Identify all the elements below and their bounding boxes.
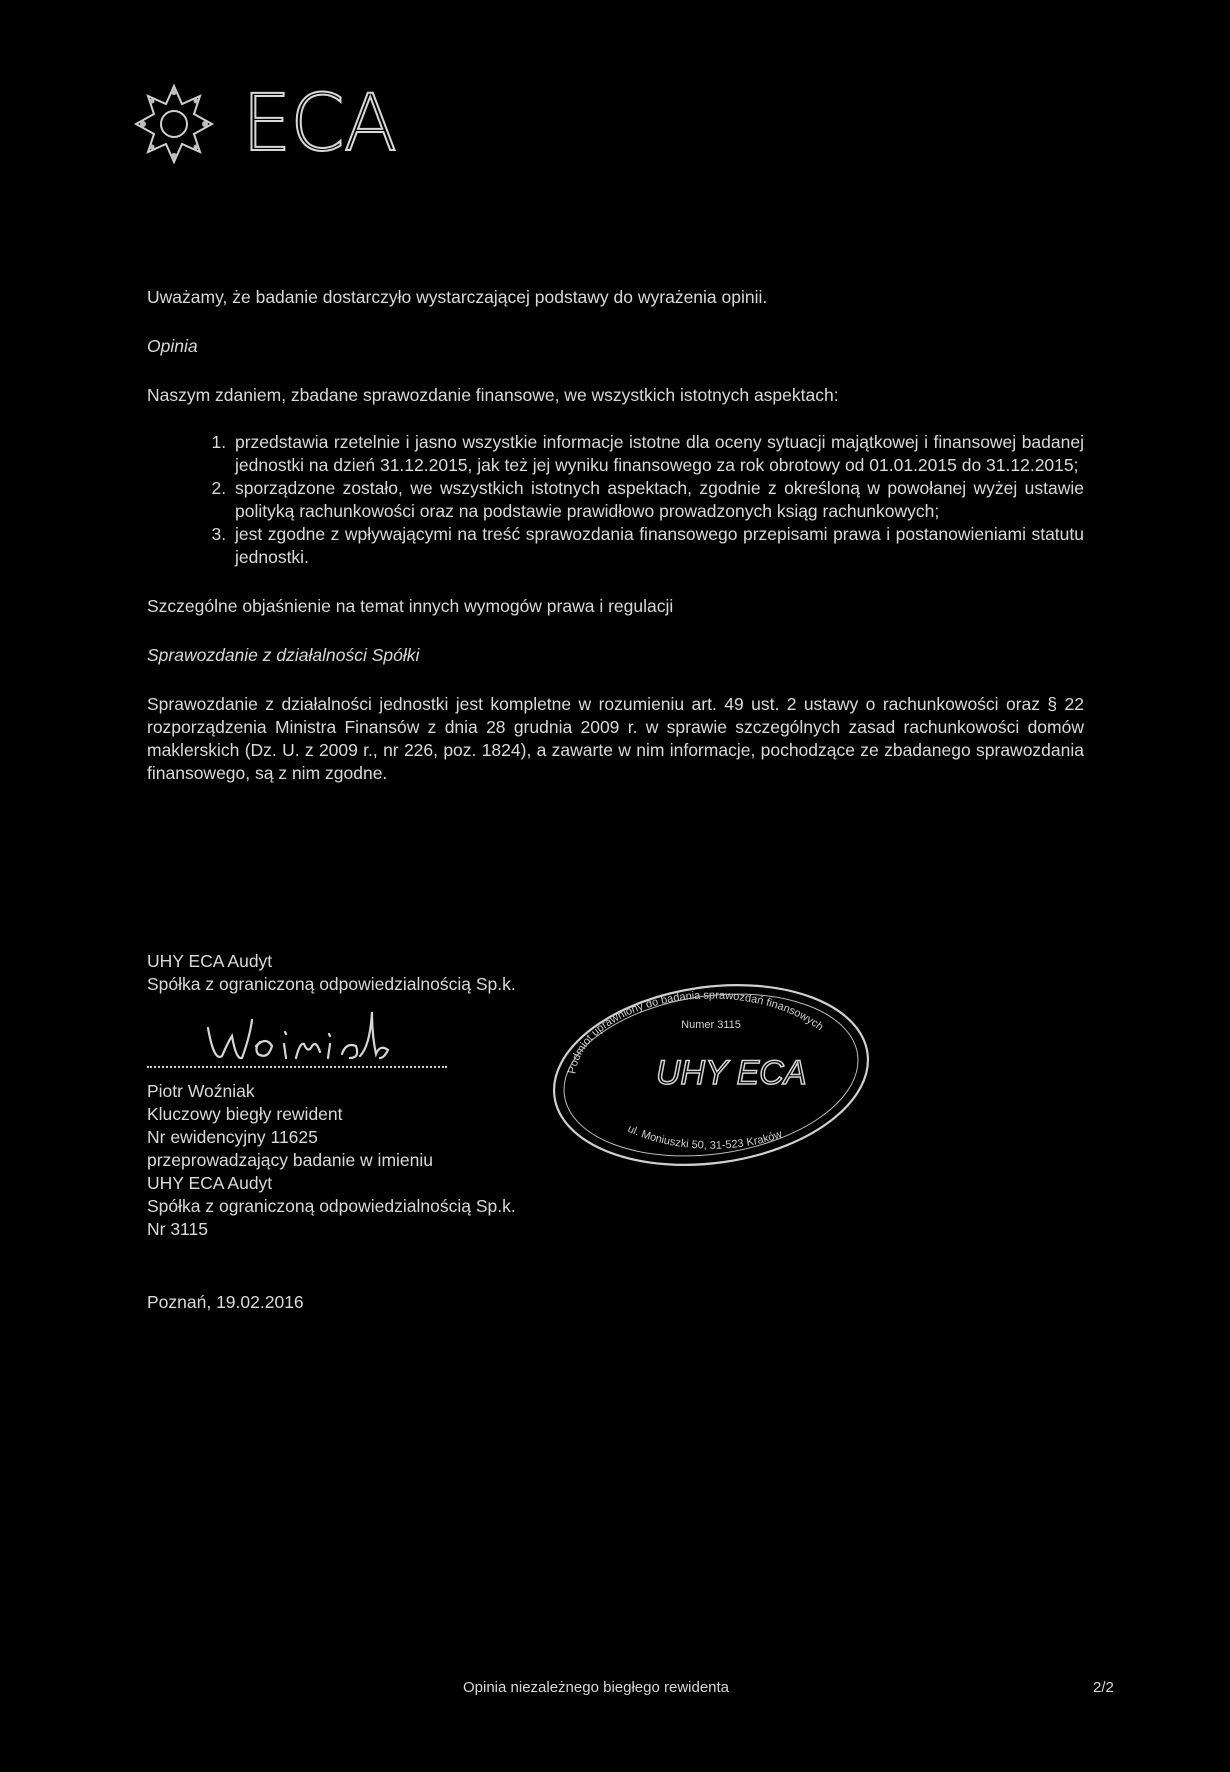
list-item: 2. sporządzone zostało, we wszystkich istotnych aspektach, zgodnie z określoną w powołanej wyżej ustawie polityką rachunkowości oraz na podstawie prawidłowo prowadzonych ksiąg rachunkowych; [231, 477, 1084, 523]
list-item: 1. przedstawia rzetelnie i jasno wszystkie informacje istotne dla oceny sytuacji majątkowej i finansowej badanej jednostki na dzień 31.12.2015, jak też jej wyniku finansowego za rok obrotowy od 01.01.2015 do 31.12.2015; [231, 431, 1084, 477]
stamp-brand-text: UHY ECA [656, 1054, 807, 1092]
intro-paragraph: Uważamy, że badanie dostarczyło wystarczającej podstawy do wyrażenia opinii. [147, 287, 768, 307]
activity-report-paragraph: Sprawozdanie z działalności jednostki jest kompletne w rozumieniu art. 49 ust. 2 ustawy o rachunkowości oraz § 22 rozporządzenia Ministra Finansów z dnia 28 grudnia 2009 r. w sprawie szczególnych zasad rachunkowości domów maklerskich (Dz. U. z 2009 r., nr 226, poz. 1824), a zawarte w nim informacje, pochodzące ze zbadanego sprawozdania finansowego, są z nim zgodne. [147, 694, 1084, 783]
firm-legal-form-line: Spółka z ograniczoną odpowiedzialnością Sp.k. [147, 974, 516, 994]
opinion-list [147, 431, 1084, 569]
auditor-firm-legal-form: Spółka z ograniczoną odpowiedzialnością Sp.k. [147, 1196, 516, 1216]
auditor-name: Piotr Woźniak [147, 1081, 255, 1101]
auditor-title: Kluczowy biegły rewident [147, 1104, 343, 1124]
logo-wordmark: ECA [242, 79, 397, 169]
page-footer [0, 1676, 1230, 1702]
handwritten-signature [200, 1006, 400, 1070]
auditor-firm-number: Nr 3115 [147, 1219, 208, 1239]
list-item: 3. jest zgodne z wpływającymi na treść sprawozdania finansowego przepisami prawa i postanowieniami statutu jednostki. [231, 523, 1084, 569]
footer-title: Opinia niezależnego biegłego rewidenta [463, 1679, 730, 1696]
auditor-firm-name: UHY ECA Audyt [147, 1173, 273, 1193]
stamp-top-arc-text: Podmiot uprawniony do badania sprawozdań finansowych [566, 989, 826, 1075]
place-and-date: Poznań, 19.02.2016 [147, 1292, 304, 1312]
stamp-brand-logo [646, 1042, 807, 1102]
svg-text:ul. Moniuszki 50, 31-523 Krakó [626, 1123, 784, 1152]
stamp-number: Numer 3115 [681, 1019, 741, 1031]
page-number: 2/2 [1093, 1679, 1114, 1696]
auditor-registry-number: Nr ewidencyjny 11625 [147, 1127, 318, 1147]
activity-report-heading: Sprawozdanie z działalności Spółki [147, 645, 420, 665]
company-stamp [548, 970, 874, 1170]
company-logo [132, 79, 552, 172]
opinion-lead: Naszym zdaniem, zbadane sprawozdanie finansowe, we wszystkich istotnych aspektach: [147, 385, 839, 405]
signature-line [147, 1066, 447, 1068]
report-body [147, 286, 1084, 785]
star-flower-logo-icon [132, 82, 216, 166]
special-explanation-heading: Szczególne objaśnienie na temat innych wymogów prawa i regulacji [147, 596, 674, 616]
auditor-role: przeprowadzający badanie w imieniu [147, 1150, 433, 1170]
stamp-bottom-arc-text: ul. Moniuszki 50, 31-523 Kraków [625, 1122, 784, 1152]
firm-name-line: UHY ECA Audyt [147, 951, 273, 971]
opinion-heading: Opinia [147, 336, 198, 356]
